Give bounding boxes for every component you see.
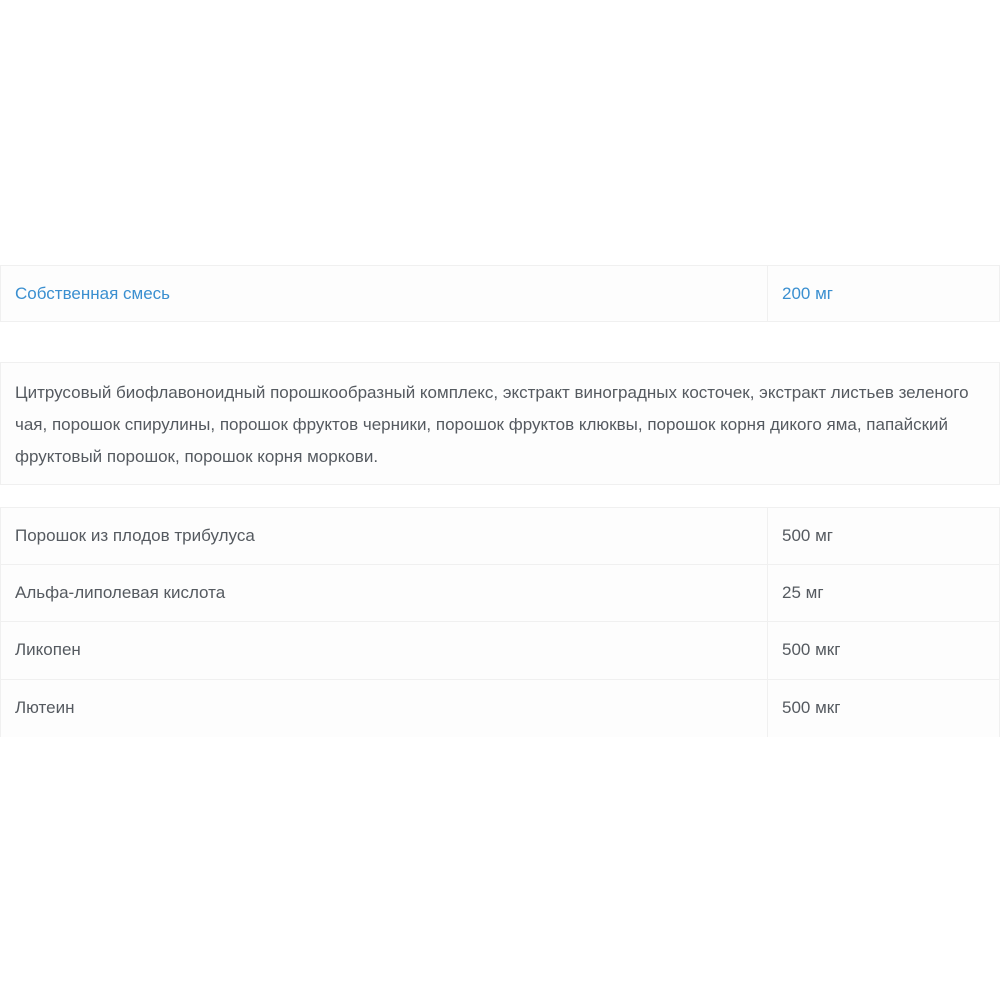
table-row	[0, 507, 1000, 565]
ingredient-amount-cell: 500 мкг	[768, 680, 1000, 738]
proprietary-blend-amount[interactable]: 200 мг	[782, 283, 833, 303]
ingredient-name-cell: Альфа-липолевая кислота	[0, 565, 768, 622]
ingredient-amount-cell	[768, 266, 1000, 321]
proprietary-blend-table	[0, 265, 1000, 322]
ingredient-name-cell: Ликопен	[0, 622, 768, 679]
ingredient-name-cell: Порошок из плодов трибулуса	[0, 508, 768, 564]
ingredient-amount-cell: 25 мг	[768, 565, 1000, 622]
table-row	[0, 622, 1000, 680]
ingredient-amount-cell: 500 мкг	[768, 622, 1000, 679]
ingredient-name-cell: Лютеин	[0, 680, 768, 738]
table-row	[0, 265, 1000, 322]
ingredient-amount-cell: 500 мг	[768, 508, 1000, 564]
table-row	[0, 565, 1000, 623]
proprietary-blend-link[interactable]: Собственная смесь	[15, 283, 171, 303]
table-row	[0, 680, 1000, 738]
ingredients-table	[0, 507, 1000, 737]
blend-description: Цитрусовый биофлавоноидный порошкообразный комплекс, экстракт виноградных косточек, экстракт листьев зеленого чая, порошок спирулины, порошок фруктов черники, порошок фруктов клюквы, порошок корня дикого яма, папайский фруктовый порошок, порошок корня моркови.	[0, 362, 1000, 485]
ingredient-name-cell	[0, 266, 768, 321]
